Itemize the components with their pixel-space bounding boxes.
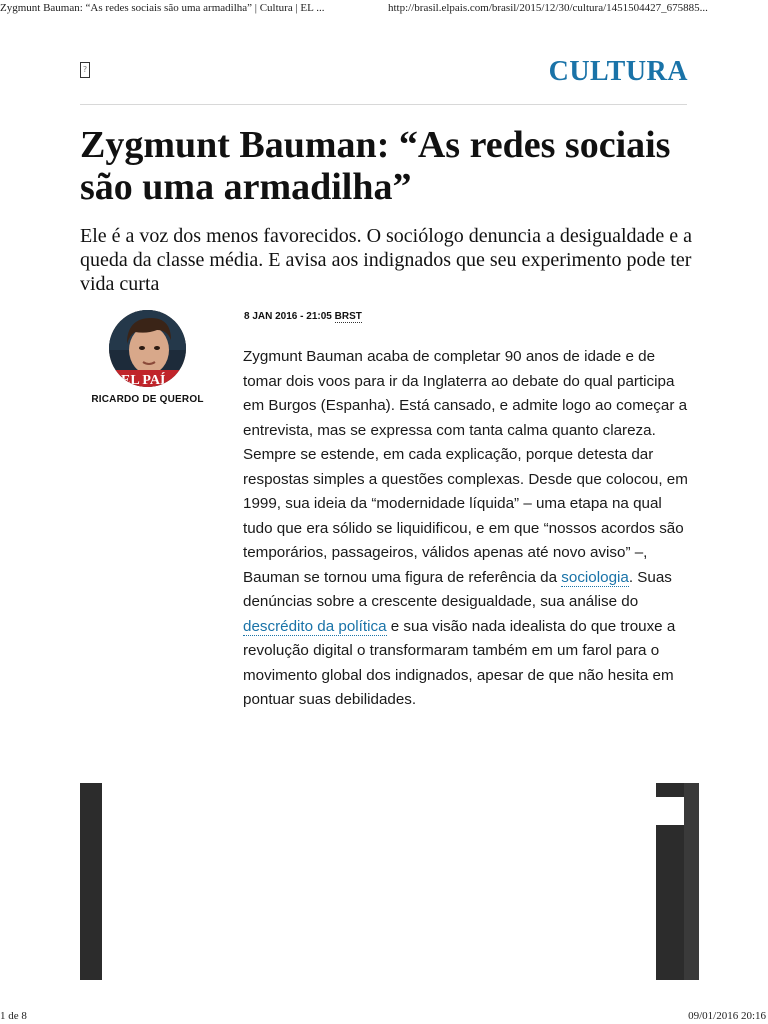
article-headline: Zygmunt Bauman: “As redes sociais são uma armadilha” [80, 124, 671, 208]
photo-blank-area [102, 783, 656, 980]
author-portrait-image [109, 310, 186, 387]
print-page-number: 1 de 8 [0, 1010, 27, 1022]
body-text-1: Zygmunt Bauman acaba de completar 90 anos de idade e de tomar dois voos para ir da Inglaterra ao debate do qual participa em Burgos (Espanha). Está cansado, e admite logo ao começar a entrevista, mas se expressa com tanta calma quanto clareza. Sempre se estende, em cada explicação, porque detesta dar respostas simples a questões complexas. Desde que colocou, em 1999, sua ideia da “modernidade líquida” – uma etapa na qual tudo que era sólido se liquidificou, e em que “nossos acordos são temporários, passageiros, válidos apenas até novo aviso” –, Bauman se tornou uma figura de referência da [243, 348, 688, 586]
author-photo-watermark: EL PAÍ [121, 373, 166, 387]
article-dateline [244, 311, 362, 322]
body-text-3: e sua visão nada idealista do que trouxe a revolução digital o transformaram também em um farol para o movimento global dos indignados, apesar de que não hesita em pontuar suas debilidades. [243, 617, 676, 708]
body-text-2: . Suas denúncias sobre a crescente desigualdade, sua análise do [243, 568, 672, 610]
header-divider [80, 104, 687, 105]
photo-shadow-edge [684, 783, 699, 980]
link-descredito-da-politica[interactable]: descrédito da política [243, 617, 387, 635]
broken-image-icon: ? [80, 62, 90, 78]
author-name[interactable]: RICARDO DE QUEROL [91, 394, 204, 405]
author-avatar[interactable] [109, 310, 186, 387]
article-date: 8 JAN 2016 - 21:05 [244, 311, 332, 322]
print-date: 09/01/2016 20:16 [688, 1010, 766, 1022]
link-sociologia[interactable]: sociologia [561, 568, 629, 586]
timezone-abbr: BRST [334, 311, 362, 322]
print-page-title: Zygmunt Bauman: “As redes sociais são uma armadilha” | Cultura | EL ... [0, 2, 325, 14]
print-footer [0, 1008, 768, 1024]
article-photo [80, 783, 699, 980]
print-header [0, 0, 768, 18]
article-body-paragraph [243, 345, 688, 713]
print-page-url: http://brasil.elpais.com/brasil/2015/12/30/cultura/1451504427_675885... [388, 2, 708, 14]
article-subheading: Ele é a voz dos menos favorecidos. O sociólogo denuncia a desigualdade e a queda da classe média. E avisa aos indignados que seu experimento pode ter vida curta [80, 225, 693, 295]
photo-blank-corner [656, 797, 684, 825]
section-label[interactable]: CULTURA [548, 56, 688, 87]
